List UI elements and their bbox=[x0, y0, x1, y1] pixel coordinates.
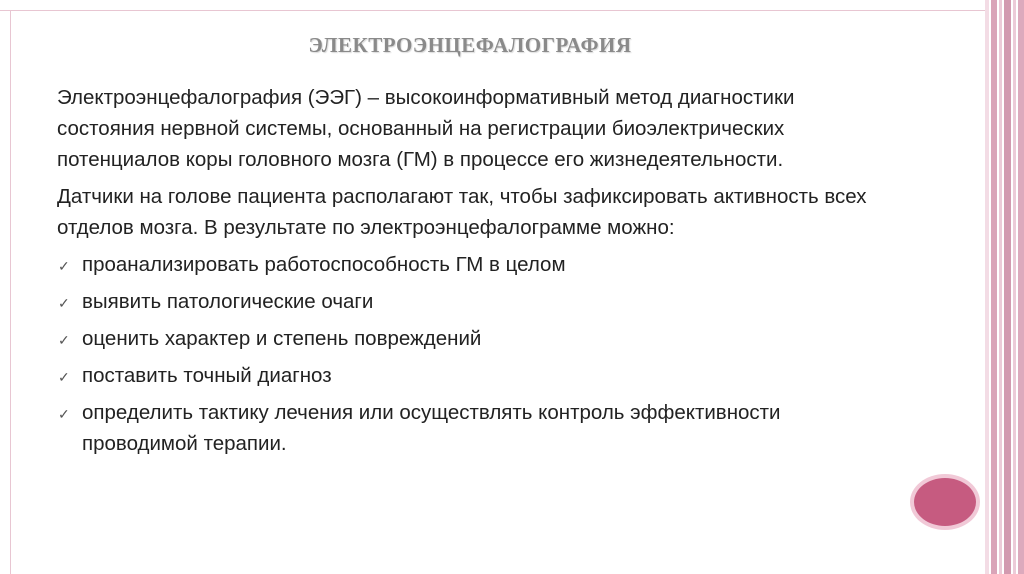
decorative-stripe bbox=[1013, 0, 1016, 574]
decorative-stripe bbox=[1004, 0, 1011, 574]
list-item bbox=[57, 360, 887, 391]
list-item bbox=[57, 397, 887, 459]
decorative-stripe bbox=[985, 0, 989, 574]
list-item bbox=[57, 249, 887, 280]
check-icon: ✓ bbox=[58, 258, 70, 274]
list-item bbox=[57, 286, 887, 317]
list-item bbox=[57, 323, 887, 354]
list-item-text: оценить характер и степень повреждений bbox=[82, 327, 482, 350]
intro-paragraph: Электроэнцефалография (ЭЭГ) – высокоинформативный метод диагностики состояния нервной системы, основанный на регистрации биоэлектрических потенциалов коры головного мозга (ГМ) в процессе его жизнедеятельности. bbox=[57, 86, 795, 171]
list-item-text: поставить точный диагноз bbox=[82, 364, 332, 387]
check-icon: ✓ bbox=[58, 295, 70, 311]
decorative-stripe bbox=[999, 0, 1002, 574]
bullet-list bbox=[57, 249, 887, 459]
decorative-stripe bbox=[991, 0, 997, 574]
list-item-text: выявить патологические очаги bbox=[82, 290, 374, 313]
slide-title: ЭЛЕКТРОЭНЦЕФАЛОГРАФИЯ bbox=[308, 33, 632, 57]
decorative-stripe bbox=[1018, 0, 1024, 574]
list-item-text: определить тактику лечения или осуществлять контроль эффективности проводимой терапии. bbox=[82, 401, 781, 455]
second-paragraph: Датчики на голове пациента располагают так, чтобы зафиксировать активность всех отделов мозга. В результате по электроэнцефалограмме можно: bbox=[57, 185, 867, 239]
frame-top-line bbox=[0, 10, 985, 11]
decorative-circle bbox=[914, 478, 976, 526]
frame-left-line bbox=[10, 10, 11, 574]
slide-body bbox=[57, 82, 887, 465]
check-icon: ✓ bbox=[58, 369, 70, 385]
list-item-text: проанализировать работоспособность ГМ в целом bbox=[82, 253, 566, 276]
check-icon: ✓ bbox=[58, 332, 70, 348]
check-icon: ✓ bbox=[58, 406, 70, 422]
